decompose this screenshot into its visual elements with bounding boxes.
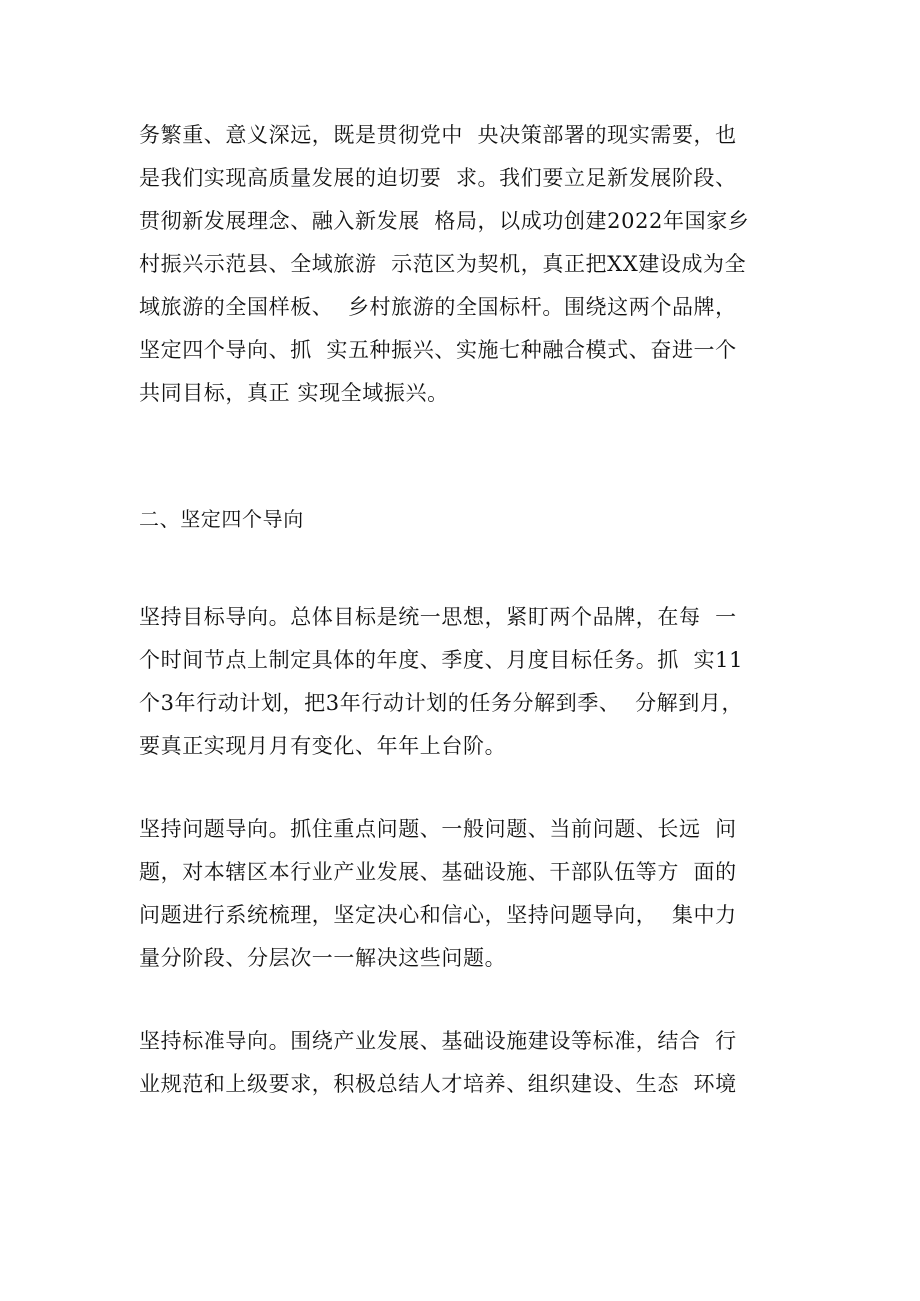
text-line: 域旅游的全国样板、 乡村旅游的全国标杆。围绕这两个品牌，: [139, 295, 737, 319]
paragraph-intro: [139, 114, 789, 415]
text-line: 要真正实现月月有变化、年年上台阶。: [139, 734, 507, 758]
text-line: 是我们实现高质量发展的迫切要 求。我们要立足新发展阶段、: [139, 166, 737, 190]
paragraph-standard-orientation: [139, 1020, 789, 1106]
text-line: 务繁重、意义深远，既是贯彻党中 央决策部署的现实需要，也: [139, 123, 737, 147]
paragraph-problem-orientation: [139, 808, 789, 980]
heading-text: 二、坚定四个导向: [139, 507, 304, 531]
text-line: 贯彻新发展理念、融入新发展 格局，以成功创建2022年国家乡: [139, 209, 750, 233]
paragraph-goal-orientation: [139, 596, 789, 768]
text-line: 坚持标准导向。围绕产业发展、基础设施建设等标准，结合 行: [139, 1029, 737, 1053]
text-line: 个3年行动计划，把3年行动计划的任务分解到季、 分解到月，: [139, 691, 744, 715]
text-line: 坚定四个导向、抓 实五种振兴、实施七种融合模式、奋进一个: [139, 338, 737, 362]
text-line: 村振兴示范县、全域旅游 示范区为契机，真正把XX建设成为全: [139, 252, 747, 276]
section-heading: [139, 498, 789, 541]
text-line: 共同目标，真正 实现全域振兴。: [139, 381, 449, 405]
text-line: 量分阶段、分层次一一解决这些问题。: [139, 946, 507, 970]
text-line: 题，对本辖区本行业产业发展、基础设施、干部队伍等方 面的: [139, 860, 737, 884]
text-line: 问题进行系统梳理，坚定决心和信心，坚持问题导向， 集中力: [139, 903, 737, 927]
text-line: 坚持问题导向。抓住重点问题、一般问题、当前问题、长远 问: [139, 817, 737, 841]
text-line: 业规范和上级要求，积极总结人才培养、组织建设、生态 环境: [139, 1072, 737, 1096]
text-line: 个时间节点上制定具体的年度、季度、月度目标任务。抓 实11: [139, 648, 744, 672]
text-line: 坚持目标导向。总体目标是统一思想，紧盯两个品牌，在每 一: [139, 605, 737, 629]
